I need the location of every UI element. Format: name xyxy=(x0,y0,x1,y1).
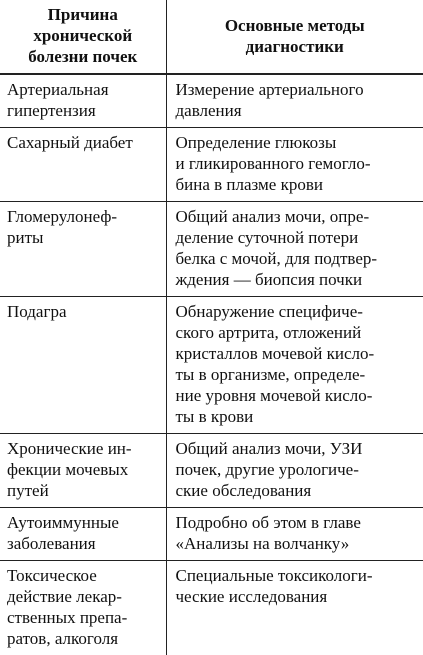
header-cause: Причина хронической болезни почек xyxy=(0,0,166,74)
cause-cell: Сахарный диабет xyxy=(0,128,166,202)
table-row xyxy=(0,434,423,508)
method-cell: Специальные токсикологи- ческие исследования xyxy=(166,561,423,655)
table-row xyxy=(0,202,423,297)
method-cell: Подробно об этом в главе «Анализы на волчанку» xyxy=(166,508,423,561)
cause-cell: Аутоиммунные заболевания xyxy=(0,508,166,561)
cause-cell: Артериальная гипертензия xyxy=(0,74,166,128)
method-cell: Обнаружение специфиче- ского артрита, отложений кристаллов мочевой кисло- ты в организме, определе- ние уровня мочевой кисло- ты в крови xyxy=(166,297,423,434)
method-cell: Измерение артериального давления xyxy=(166,74,423,128)
table-row xyxy=(0,561,423,655)
table-row xyxy=(0,297,423,434)
cause-cell: Токсическое действие лекар- ственных препа- ратов, алкоголя xyxy=(0,561,166,655)
method-cell: Общий анализ мочи, опре- деление суточной потери белка с мочой, для подтвер- ждения — биопсия почки xyxy=(166,202,423,297)
table-row xyxy=(0,508,423,561)
cause-cell: Гломерулонеф- риты xyxy=(0,202,166,297)
table-row xyxy=(0,74,423,128)
method-cell: Определение глюкозы и гликированного гемогло- бина в плазме крови xyxy=(166,128,423,202)
header-method: Основные методы диагностики xyxy=(166,0,423,74)
table-row xyxy=(0,128,423,202)
method-cell: Общий анализ мочи, УЗИ почек, другие урологиче- ские обследования xyxy=(166,434,423,508)
cause-cell: Хронические ин- фекции мочевых путей xyxy=(0,434,166,508)
table-header-row xyxy=(0,0,423,74)
cause-cell: Подагра xyxy=(0,297,166,434)
